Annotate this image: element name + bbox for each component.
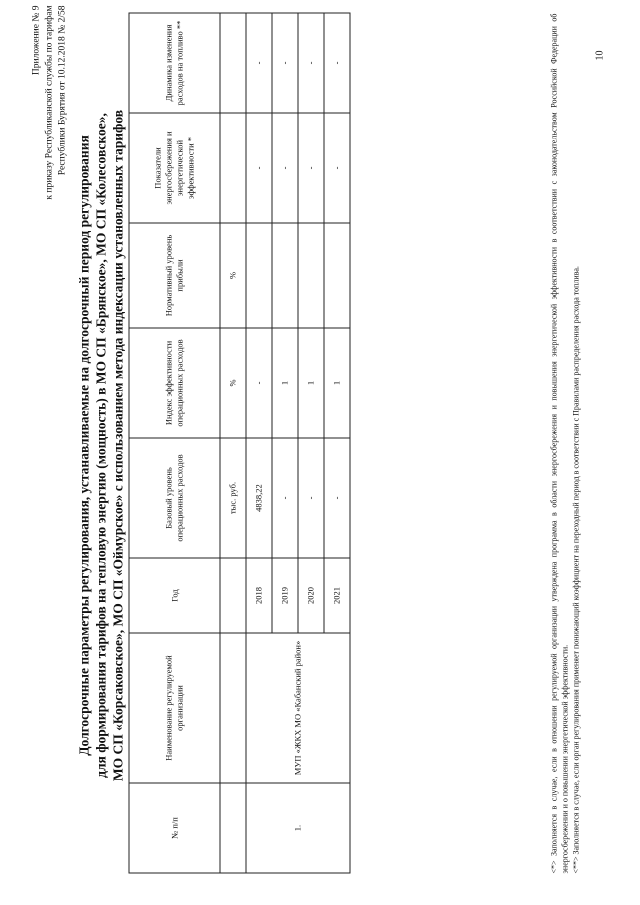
- base-level-cell: -: [324, 438, 350, 558]
- table-row: [246, 13, 272, 873]
- energy-saving-cell: -: [246, 113, 272, 223]
- header-profit-level: Нормативный уровень прибыли: [129, 223, 220, 328]
- title-line-1: Долгосрочные параметры регулирования, устанавливаемые на долгосрочный период регулирования: [76, 134, 91, 756]
- units-base: тыс. руб.: [220, 438, 246, 558]
- efficiency-index-cell: 1: [272, 328, 298, 438]
- footnote-energy-saving: <*> Заполняется в случае, если в отношении регулируемой организации утверждена программа в области энергосбережения и повышения энергетической эффективности в соответствии с законодательством Российской Федерации об энергосбережении и о повышении энергетической эффективности.: [549, 13, 569, 873]
- energy-saving-cell: -: [324, 113, 350, 223]
- profit-level-cell: [272, 223, 298, 328]
- base-level-cell: -: [298, 438, 324, 558]
- footnotes: [548, 13, 581, 873]
- units-cell-organization: [220, 633, 246, 783]
- units-cell-number: [220, 783, 246, 873]
- fuel-dynamics-cell: -: [324, 13, 350, 113]
- fuel-dynamics-cell: -: [298, 13, 324, 113]
- base-level-cell: -: [272, 438, 298, 558]
- efficiency-index-cell: -: [246, 328, 272, 438]
- appendix-number: Приложение № 9: [31, 5, 41, 75]
- appendix-reference: [30, 5, 69, 305]
- fuel-dynamics-cell: -: [272, 13, 298, 113]
- year-cell: 2021: [324, 558, 350, 633]
- header-number: № п/п: [129, 783, 220, 873]
- units-cell-energy: [220, 113, 246, 223]
- header-fuel-dynamics: Динамика изменения расходов на топливо **: [129, 13, 220, 113]
- parameters-table: [128, 12, 350, 873]
- footnote-fuel: <**> Заполняется в случае, если орган регулирования применяет понижающий коэффициент на переходный период в соответствии с Правилами распределения расхода топлива.: [571, 265, 580, 873]
- title-line-2: для формирования тарифов на тепловую энергию (мощность) в МО СП «Брянское», МО СП «Колесовское»,: [93, 112, 108, 778]
- appendix-date: Республики Бурятия от 10.12.2018 № 2/58: [57, 5, 67, 175]
- table-header-row: [129, 13, 220, 873]
- units-cell-year: [220, 558, 246, 633]
- header-year: Год: [129, 558, 220, 633]
- units-profit: %: [220, 223, 246, 328]
- energy-saving-cell: -: [272, 113, 298, 223]
- year-cell: 2018: [246, 558, 272, 633]
- page-number: 10: [594, 50, 605, 60]
- year-cell: 2020: [298, 558, 324, 633]
- header-organization: Наименование регулируемой организации: [129, 633, 220, 783]
- document-title: [75, 15, 126, 875]
- year-cell: 2019: [272, 558, 298, 633]
- profit-level-cell: [298, 223, 324, 328]
- fuel-dynamics-cell: -: [246, 13, 272, 113]
- header-base-level: Базовый уровень операционных расходов: [129, 438, 220, 558]
- base-level-cell: 4838,22: [246, 438, 272, 558]
- header-efficiency-index: Индекс эффективности операционных расходов: [129, 328, 220, 438]
- title-line-3: МО СП «Корсаковское», МО СП «Оймурское» с использованием метода индексации установленных тарифов: [110, 109, 125, 781]
- organization-name: МУП «ЖКХ МО «Кабанский район»: [246, 633, 350, 783]
- units-index: %: [220, 328, 246, 438]
- profit-level-cell: [324, 223, 350, 328]
- profit-level-cell: [246, 223, 272, 328]
- units-cell-fuel: [220, 13, 246, 113]
- efficiency-index-cell: 1: [324, 328, 350, 438]
- table-units-row: [220, 13, 246, 873]
- energy-saving-cell: -: [298, 113, 324, 223]
- row-number: 1.: [246, 783, 350, 873]
- appendix-order: к приказу Республиканской службы по тарифам: [44, 5, 54, 200]
- header-energy-saving: Показатели энергосбережения и энергетической эффективности *: [129, 113, 220, 223]
- efficiency-index-cell: 1: [298, 328, 324, 438]
